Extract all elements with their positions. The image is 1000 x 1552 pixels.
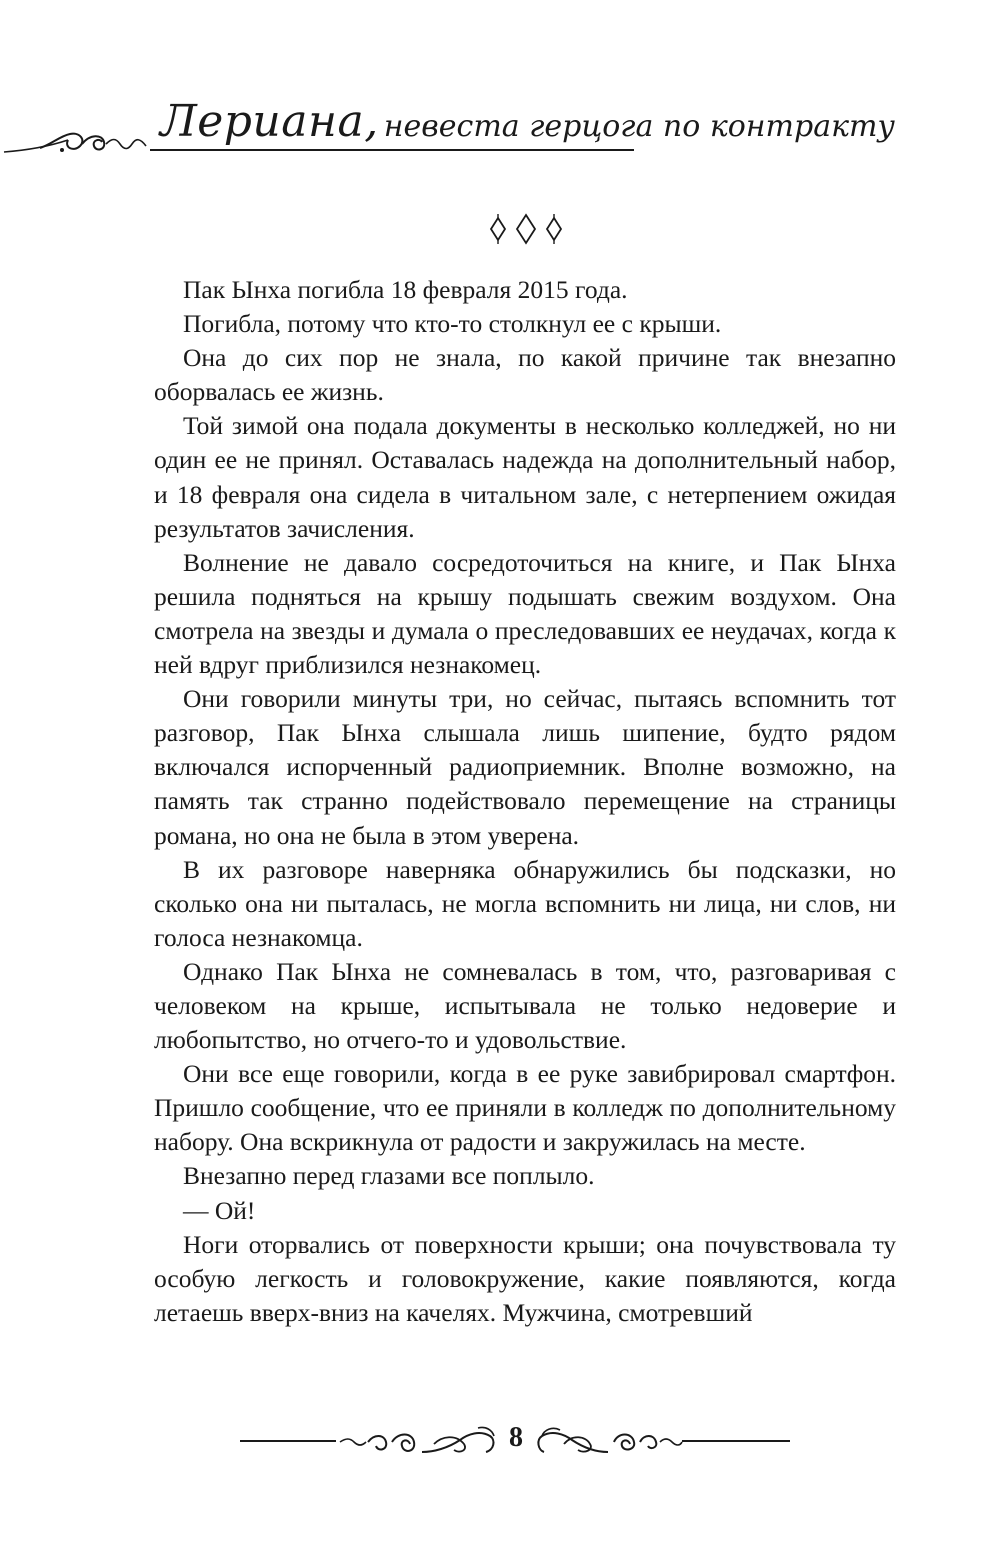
paragraph: Они все еще говорили, когда в ее руке завибрировал смартфон. Пришло сообщение, что ее приняли в колледж по дополнительному набору. Она вскрикнула от радости и закружилась на месте. xyxy=(154,1059,896,1157)
book-title-main: Лериана, xyxy=(160,96,379,147)
header-rule xyxy=(150,149,634,151)
running-header xyxy=(0,92,895,162)
paragraph: — Ой! xyxy=(183,1195,256,1225)
paragraph: Волнение не давало сосредоточиться на книге, и Пак Ынха решила подняться на крышу подышать свежим воздухом. Она смотрела на звезды и думала о преследовавших ее неудачах, когда к ней вдруг приблизился незнакомец. xyxy=(154,547,896,680)
footer-flourish-left-icon xyxy=(338,1422,498,1458)
paragraph: Ноги оторвались от поверхности крыши; она почувствовала ту особую легкость и головокружение, какие появляются, когда летаешь вверх-вниз на качелях. Мужчина, смотревший xyxy=(154,1229,896,1327)
section-break-diamonds-icon xyxy=(486,212,566,246)
paragraph: Однако Пак Ынха не сомневалась в том, что, разговаривая с человеком на крыше, испытывала не только недоверие и любопытство, но отчего-то и удовольствие. xyxy=(154,956,896,1055)
book-title-rest: невеста герцога по контракту xyxy=(383,109,895,144)
paragraph: Той зимой она подала документы в несколько колледжей, но ни один ее не принял. Оставалась надежда на дополнительный набор, и 18 февраля она сидела в читальном зале, с нетерпением ожидая результатов зачисления. xyxy=(154,411,896,543)
paragraph: Она до сих пор не знала, по какой причине так внезапно оборвалась ее жизнь. xyxy=(154,343,896,407)
paragraph: Внезапно перед глазами все поплыло. xyxy=(183,1161,595,1191)
footer-flourish-right-icon xyxy=(534,1422,684,1458)
footer-rule-right xyxy=(682,1440,790,1442)
footer-rule-left xyxy=(240,1440,336,1442)
paragraph: Погибла, потому что кто-то столкнул ее с крыши. xyxy=(183,309,722,339)
paragraph: Они говорили минуты три, но сейчас, пытаясь вспомнить тот разговор, Пак Ынха слышала лишь шипение, будто рядом включался испорченный радиоприемник. Вполне возможно, на память так странно подействовало перемещение на страницы романа, но она не была в этом уверена. xyxy=(154,684,896,850)
page-number: 8 xyxy=(509,1422,523,1453)
body-text xyxy=(154,273,896,1330)
paragraph: В их разговоре наверняка обнаружились бы подсказки, но сколько она ни пыталась, не могла вспомнить ни лица, ни слов, ни голоса незнакомца. xyxy=(154,854,896,952)
page-footer xyxy=(240,1420,790,1460)
book-title xyxy=(160,96,895,147)
paragraph: Пак Ынха погибла 18 февраля 2015 года. xyxy=(183,275,628,304)
